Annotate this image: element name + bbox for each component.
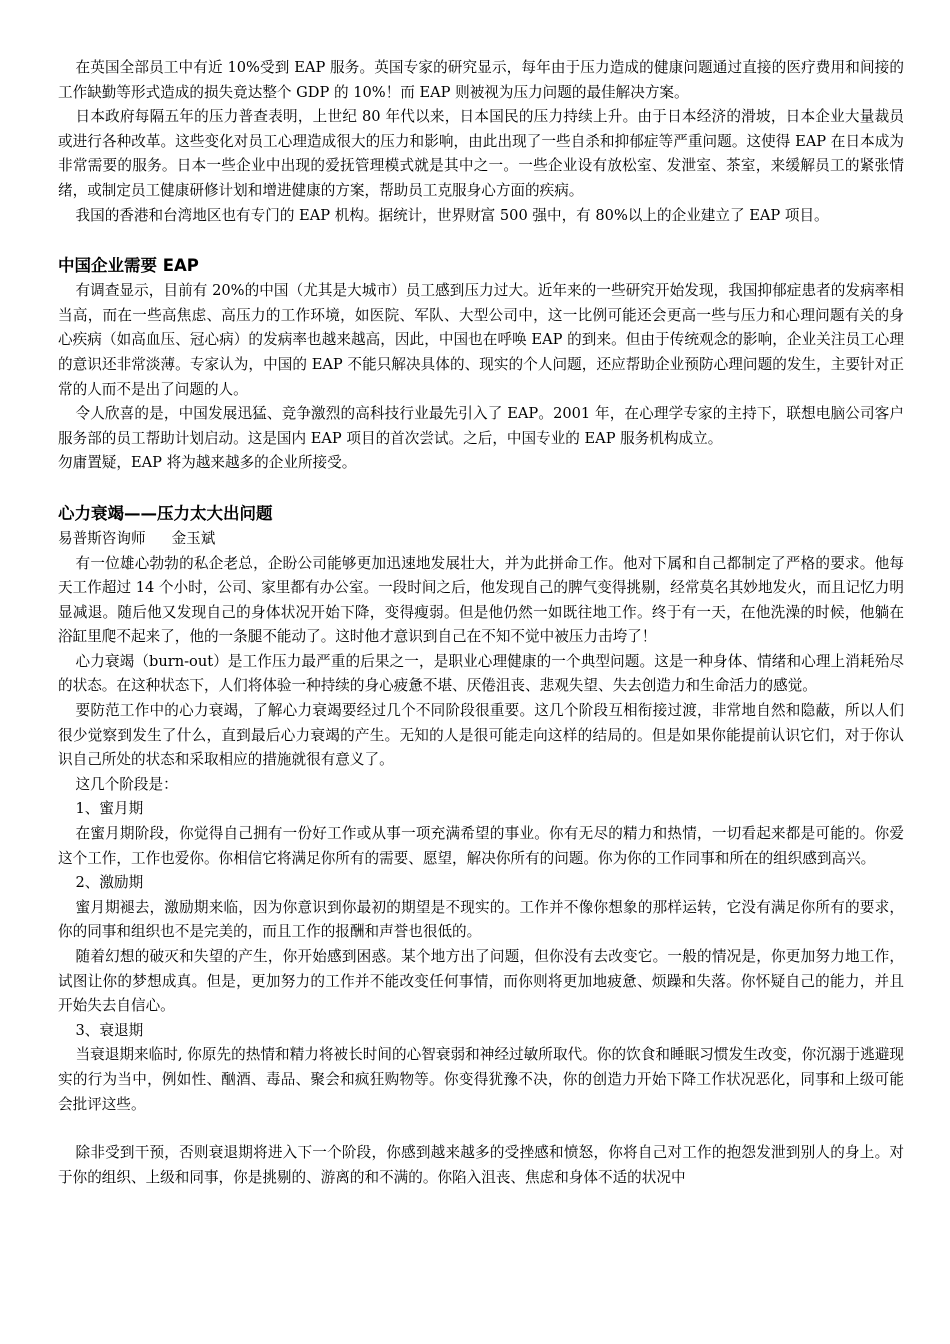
stage-heading: 3、衰退期	[75, 1021, 144, 1039]
paragraph: 有调查显示，目前有 20%的中国（尤其是大城市）员工感到压力过大。近年来的一些研究开始发现，我国抑郁症患者的发病率相当高，而在一些高焦虑、高压力的工作环境，如医院、军队、大型公司中，这一比例可能还会更高一些与压力和心理问题有关的身心疾病（如高血压、冠心病）的发病率也越来越高，因此，中国也在呼唤 EAP 的到来。但由于传统观念的影响，企业关注员工心理的意识还非常淡薄。专家认为，中国的 EAP 不能只解决具体的、现实的个人问题，还应帮助企业预防心理问题的发生，主要针对正常的人而不是出了问题的人。	[58, 282, 904, 398]
paragraph-spacer	[58, 1117, 904, 1141]
paragraph: 我国的香港和台湾地区也有专门的 EAP 机构。据统计，世界财富 500 强中，有 80%以上的企业建立了 EAP 项目。	[75, 206, 829, 224]
paragraph: 有一位雄心勃勃的私企老总，企盼公司能够更加迅速地发展壮大，并为此拼命工作。他对下属和自己都制定了严格的要求。他每天工作超过 14 个小时，公司、家里都有办公室。一段时间之后，他发现自己的脾气变得挑剔，经常莫名其妙地发火，而且记忆力明显减退。随后他又发现自己的身体状况开始下降，变得瘦弱。但是他仍然一如既往地工作。终于有一天，在他洗澡的时候，他躺在浴缸里爬不起来了，他的一条腿不能动了。这时他才意识到自己在不知不觉中被压力击垮了！	[58, 554, 904, 646]
paragraph: 要防范工作中的心力衰竭，了解心力衰竭要经过几个不同阶段很重要。这几个阶段互相衔接过渡，非常地自然和隐蔽，所以人们很少觉察到发生了什么，直到最后心力衰竭的产生。无知的人是很可能走向这样的结局的。但是如果你能提前认识它们，对于你认识自己所处的状态和采取相应的措施就很有意义了。	[58, 702, 904, 769]
paragraph: 心力衰竭（burn-out）是工作压力最严重的后果之一，是职业心理健康的一个典型问题。这是一种身体、情绪和心理上消耗殆尽的状态。在这种状态下，人们将体验一种持续的身心疲惫不堪、厌倦沮丧、悲观失望、失去创造力和生命活力的感觉。	[58, 652, 904, 695]
section-heading: 中国企业需要 EAP	[58, 256, 199, 276]
paragraph: 蜜月期褪去，激励期来临，因为你意识到你最初的期望是不现实的。工作并不像你想象的那样运转，它没有满足你所有的要求，你的同事和组织也不是完美的，而且工作的报酬和声誉也很低的。	[58, 898, 904, 941]
paragraph: 当衰退期来临时, 你原先的热情和精力将被长时间的心智衰弱和神经过敏所取代。你的饮食和睡眠习惯发生改变，你沉溺于逃避现实的行为当中，例如性、酗酒、毒品、聚会和疯狂购物等。你变得犹豫不决，你的创造力开始下降工作状况恶化，同事和上级可能会批评这些。	[58, 1046, 904, 1113]
paragraph: 在英国全部员工中有近 10%受到 EAP 服务。英国专家的研究显示，每年由于压力造成的健康问题通过直接的医疗费用和间接的工作缺勤等形式造成的损失竟达整个 GDP 的 10%！而 EAP 则被视为压力问题的最佳解决方案。	[58, 59, 904, 101]
section-heading: 心力衰竭——压力太大出问题	[58, 503, 273, 523]
eap-china-section	[58, 253, 904, 476]
section-spacer	[58, 228, 904, 253]
intro-section	[58, 56, 904, 228]
paragraph: 日本政府每隔五年的压力普查表明，上世纪 80 年代以来，日本国民的压力持续上升。由于日本经济的滑坡，日本企业大量裁员或进行各种改革。这些变化对员工心理造成很大的压力和影响，由此出现了一些自杀和抑郁症等严重问题。这使得 EAP 在日本成为非常需要的服务。日本一些企业中出现的爱抚管理模式就是其中之一。一些企业设有放松室、发泄室、茶室，来缓解员工的紧张情绪，或制定员工健康研修计划和增进健康的方案，帮助员工克服身心方面的疾病。	[58, 108, 904, 199]
stage-heading: 2、激励期	[75, 874, 144, 892]
burnout-section	[58, 501, 904, 1190]
author-org: 易普斯咨询师	[58, 529, 146, 547]
paragraph: 令人欣喜的是，中国发展迅猛、竞争激烈的高科技行业最先引入了 EAP。2001 年，在心理学专家的主持下，联想电脑公司客户服务部的员工帮助计划启动。这是国内 EAP 项目的首次尝试。之后，中国专业的 EAP 服务机构成立。	[58, 405, 904, 447]
paragraph: 随着幻想的破灭和失望的产生，你开始感到困惑。某个地方出了问题，但你没有去改变它。一般的情况是，你更加努力地工作，试图让你的梦想成真。但是，更加努力的工作并不能改变任何事情，而你则将更加地疲惫、烦躁和失落。你怀疑自己的能力，并且开始失去自信心。	[58, 948, 904, 1015]
paragraph: 勿庸置疑，EAP 将为越来越多的企业所接受。	[58, 454, 357, 472]
paragraph: 在蜜月期阶段，你觉得自己拥有一份好工作或从事一项充满希望的事业。你有无尽的精力和热情，一切看起来都是可能的。你爱这个工作，工作也爱你。你相信它将满足你所有的需要、愿望，解决你所有的问题。你为你的工作同事和所在的组织感到高兴。	[58, 825, 904, 867]
paragraph: 除非受到干预，否则衰退期将进入下一个阶段，你感到越来越多的受挫感和愤怒，你将自己对工作的抱怨发泄到别人的身上。对于你的组织、上级和同事，你是挑剔的、游离的和不满的。你陷入沮丧、焦虑和身体不适的状况中	[58, 1144, 904, 1186]
section-spacer	[58, 476, 904, 501]
paragraph: 这几个阶段是：	[75, 775, 178, 793]
stage-heading: 1、蜜月期	[75, 800, 144, 818]
author-name: 金玉斌	[171, 529, 216, 547]
author-line	[58, 527, 904, 552]
